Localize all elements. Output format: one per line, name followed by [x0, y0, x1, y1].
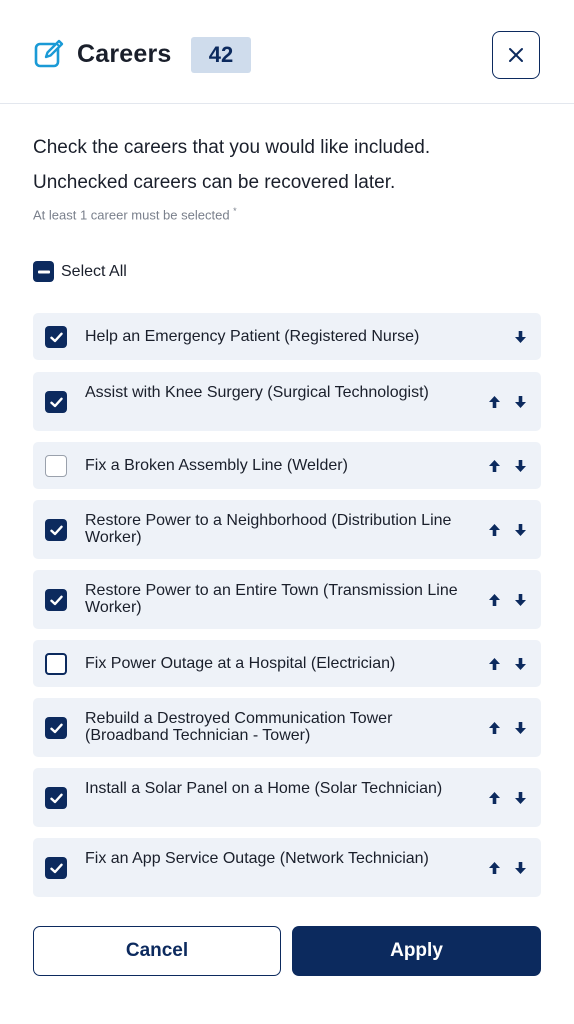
- instructions-line-2: Unchecked careers can be recovered later.: [33, 172, 396, 193]
- career-checkbox[interactable]: [45, 391, 67, 413]
- move-down-arrow-icon[interactable]: [512, 790, 528, 806]
- apply-button[interactable]: Apply: [292, 926, 541, 976]
- modal-header: [0, 0, 574, 104]
- career-label: Restore Power to a Neighborhood (Distribution Line Worker): [85, 512, 452, 546]
- career-item: [33, 570, 541, 629]
- career-count-badge: 42: [191, 37, 251, 73]
- career-label: Fix Power Outage at a Hospital (Electrician): [85, 655, 396, 672]
- career-label: Install a Solar Panel on a Home (Solar Technician): [85, 780, 443, 797]
- career-checkbox[interactable]: [45, 589, 67, 611]
- move-down-arrow-icon[interactable]: [512, 394, 528, 410]
- career-item: [33, 372, 541, 431]
- checkmark-icon: [50, 793, 63, 804]
- page-title: Careers: [77, 40, 172, 68]
- selection-hint-text: At least 1 career must be selected: [33, 207, 230, 223]
- move-up-arrow-icon[interactable]: [486, 592, 502, 608]
- move-down-arrow-icon[interactable]: [512, 656, 528, 672]
- career-label: Rebuild a Destroyed Communication Tower (Broadband Technician - Tower): [85, 710, 393, 744]
- career-label: Restore Power to an Entire Town (Transmission Line Worker): [85, 582, 458, 616]
- career-item: [33, 768, 541, 827]
- career-checkbox[interactable]: [45, 519, 67, 541]
- career-checkbox[interactable]: [45, 717, 67, 739]
- select-all-checkbox[interactable]: [33, 261, 127, 282]
- move-down-arrow-icon[interactable]: [512, 458, 528, 474]
- career-label: Assist with Knee Surgery (Surgical Technologist): [85, 384, 429, 401]
- move-up-arrow-icon[interactable]: [486, 656, 502, 672]
- required-mark: *: [233, 206, 237, 216]
- career-item: [33, 698, 541, 757]
- move-up-arrow-icon[interactable]: [486, 458, 502, 474]
- career-label: Fix a Broken Assembly Line (Welder): [85, 457, 348, 474]
- career-item: [33, 640, 541, 687]
- close-button[interactable]: [492, 31, 540, 79]
- indeterminate-checkbox-icon: [33, 261, 54, 282]
- career-label: Fix an App Service Outage (Network Technician): [85, 850, 429, 867]
- checkmark-icon: [50, 397, 63, 408]
- move-up-arrow-icon[interactable]: [486, 790, 502, 806]
- move-up-arrow-icon[interactable]: [486, 720, 502, 736]
- move-up-arrow-icon[interactable]: [486, 394, 502, 410]
- career-item: [33, 500, 541, 559]
- checkmark-icon: [50, 332, 63, 343]
- career-checkbox[interactable]: [45, 653, 67, 675]
- instructions-line-1: Check the careers that you would like included.: [33, 137, 431, 158]
- career-item: [33, 313, 541, 360]
- move-down-arrow-icon[interactable]: [512, 522, 528, 538]
- career-item: [33, 838, 541, 897]
- move-down-arrow-icon[interactable]: [512, 329, 528, 345]
- cancel-button[interactable]: Cancel: [33, 926, 281, 976]
- close-icon: [508, 47, 524, 63]
- move-up-arrow-icon[interactable]: [486, 860, 502, 876]
- career-label: Help an Emergency Patient (Registered Nurse): [85, 328, 420, 345]
- instructions: [33, 130, 543, 200]
- career-checkbox[interactable]: [45, 326, 67, 348]
- career-checkbox[interactable]: [45, 787, 67, 809]
- move-up-arrow-icon[interactable]: [486, 522, 502, 538]
- selection-hint: [33, 206, 237, 222]
- checkmark-icon: [50, 863, 63, 874]
- move-down-arrow-icon[interactable]: [512, 592, 528, 608]
- checkmark-icon: [50, 723, 63, 734]
- move-down-arrow-icon[interactable]: [512, 860, 528, 876]
- edit-icon: [33, 38, 65, 70]
- career-item: [33, 442, 541, 489]
- move-down-arrow-icon[interactable]: [512, 720, 528, 736]
- checkmark-icon: [50, 595, 63, 606]
- career-checkbox[interactable]: [45, 857, 67, 879]
- checkmark-icon: [50, 525, 63, 536]
- career-checkbox[interactable]: [45, 455, 67, 477]
- select-all-label: Select All: [61, 262, 127, 280]
